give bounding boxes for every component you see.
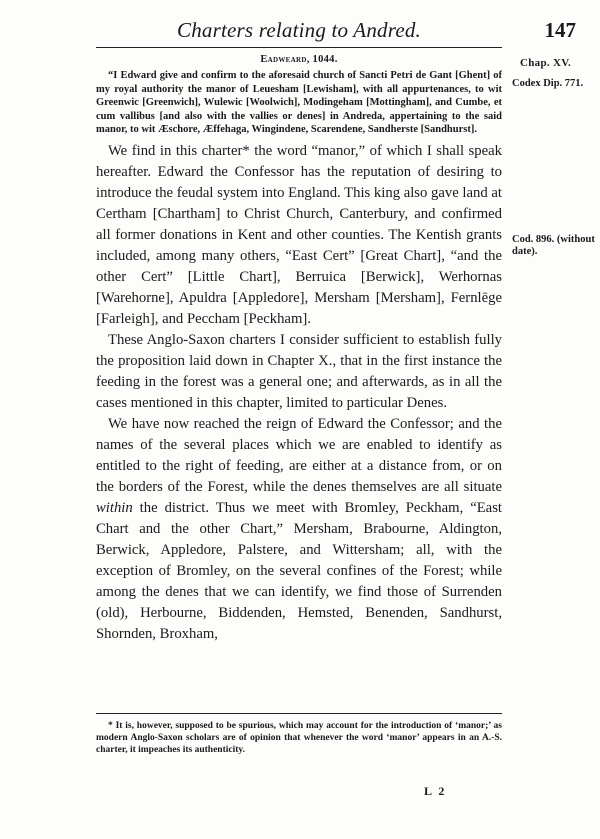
main-text — [96, 54, 502, 645]
paragraph-3-part-1: We have now reached the reign of Edward the Confessor; and the names of the several places which we are enabled to identify as entitled to the right of feeding, are either at a distance from, or on the borders of the Forest, while the denes themselves are all situate — [96, 415, 502, 495]
page-number: 147 — [544, 18, 576, 42]
paragraph-3 — [96, 414, 502, 645]
cod-marginal-note: Cod. 896. (without date). — [512, 234, 595, 257]
charter-heading — [96, 54, 502, 65]
signature-mark: L 2 — [424, 784, 447, 798]
paragraph-1: We find in this charter* the word “manor,” of which I shall speak hereafter. Edward the Confessor has the reputation of desiring to introduce the feudal system into England. This king also gave land at Certham [Chartham] to Christ Church, Canterbury, and confirmed all former donations in Kent and other counties. The Kentish grants included, among many others, “East Cert” [Great Chart], “and the other Cert” [Little Chart], Berruica [Berwick], Werhornas [Warehorne], Apuldra [Appledore], Mersham [Mersham], Fernlēge [Farleigh], and Peccham [Peckham]. — [96, 142, 502, 327]
charter-heading-year: , 1044. — [306, 54, 338, 65]
charter-quote: “I Edward give and confirm to the aforesaid church of Sancti Petri de Gant [Ghent] of my royal authority the manor of Leuesham [Lewisham], with all appurtenances, to wit Greenwic [Greenwich], Wulewic [Woolwich], Modingeham [Mottingham], and Cumbe, et cum vallibus [and also with the vallies or denes] in Andreda, appertaining to the said manor, to wit Æschore, Æffehaga, Wingindene, Scarendene, Sandherste [Sandhurst]. — [96, 70, 502, 136]
footnote-rule — [96, 713, 502, 714]
running-title: Charters relating to Andred. — [177, 18, 421, 42]
paragraph-2: These Anglo-Saxon charters I consider sufficient to establish fully the proposition laid down in Chapter X., that in the first instance the feeding in the forest was a general one; and afterwards, as in all the cases mentioned in this chapter, limited to particular Denes. — [96, 331, 502, 411]
charter-heading-name: Eadweard — [260, 54, 307, 65]
chapter-marginal-note: Chap. XV. — [520, 57, 572, 69]
footnote: * It is, however, supposed to be spurious, which may account for the introduction of ‘manor;’ as modern Anglo-Saxon scholars are of opinion that whenever the word ‘manor’ appears in an A.-S. charter, it impeaches its authenticity. — [96, 721, 502, 755]
header-rule — [96, 47, 502, 48]
codex-marginal-note: Codex Dip. 771. — [512, 78, 584, 89]
paragraph-3-part-2: the district. Thus we meet with Bromley, Peckham, “East Chart and the other Chart,” Mersham, Brabourne, Aldington, Berwick, Appledore, Palstere, and Wittersham; all, with the exception of Bromley, on the several confines of the Forest; while among the denes that we can identify, we find those of Surrenden (old), Herbourne, Biddenden, Hemsted, Benenden, Sandhurst, Shornden, Broxham, — [96, 499, 502, 642]
paragraph-3-italic: within — [96, 499, 133, 516]
page-header — [96, 18, 576, 44]
